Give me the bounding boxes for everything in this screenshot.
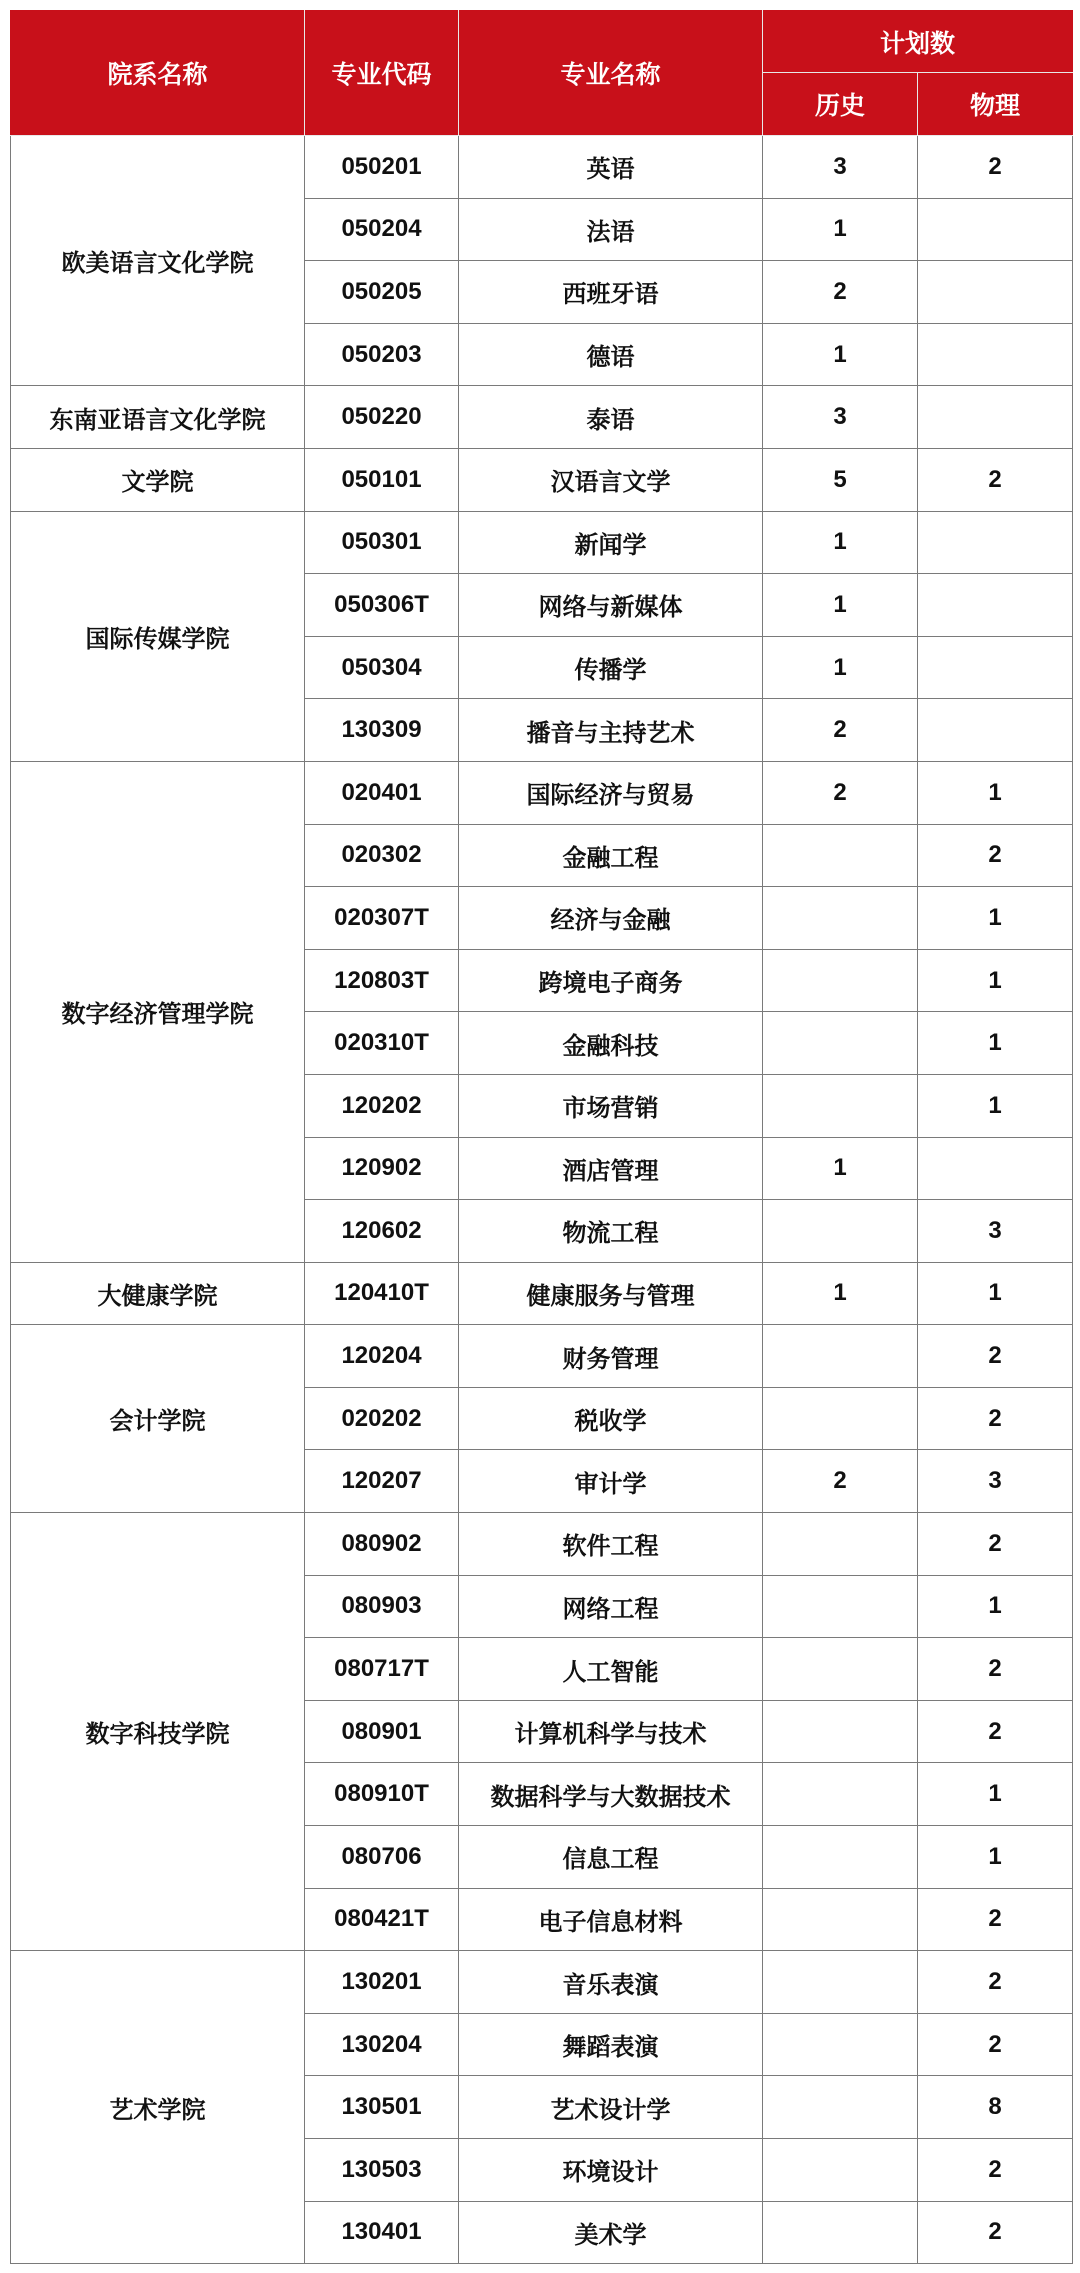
physics-count-cell: 2	[918, 824, 1073, 887]
history-count-cell	[763, 1200, 918, 1263]
history-count-cell: 1	[763, 1137, 918, 1200]
code-cell: 080910T	[305, 1763, 459, 1826]
header-plan: 计划数	[763, 11, 1073, 73]
history-count-cell	[763, 1638, 918, 1701]
code-cell: 050201	[305, 136, 459, 199]
physics-count-cell: 2	[918, 2013, 1073, 2076]
physics-count-cell: 2	[918, 1888, 1073, 1951]
code-cell: 120410T	[305, 1262, 459, 1325]
major-cell: 金融工程	[459, 824, 763, 887]
code-cell: 080717T	[305, 1638, 459, 1701]
history-count-cell	[763, 1763, 918, 1826]
code-cell: 050301	[305, 511, 459, 574]
major-cell: 健康服务与管理	[459, 1262, 763, 1325]
physics-count-cell: 2	[918, 1951, 1073, 2014]
code-cell: 120902	[305, 1137, 459, 1200]
code-cell: 050306T	[305, 574, 459, 637]
major-cell: 信息工程	[459, 1826, 763, 1889]
history-count-cell	[763, 824, 918, 887]
physics-count-cell	[918, 386, 1073, 449]
code-cell: 080706	[305, 1826, 459, 1889]
physics-count-cell	[918, 574, 1073, 637]
physics-count-cell: 2	[918, 2139, 1073, 2202]
code-cell: 120602	[305, 1200, 459, 1263]
major-cell: 音乐表演	[459, 1951, 763, 2014]
code-cell: 080901	[305, 1700, 459, 1763]
history-count-cell: 1	[763, 574, 918, 637]
school-cell: 文学院	[11, 448, 305, 511]
history-count-cell: 2	[763, 761, 918, 824]
physics-count-cell: 8	[918, 2076, 1073, 2139]
major-cell: 数据科学与大数据技术	[459, 1763, 763, 1826]
physics-count-cell: 1	[918, 1012, 1073, 1075]
code-cell: 020310T	[305, 1012, 459, 1075]
school-cell: 会计学院	[11, 1325, 305, 1513]
history-count-cell	[763, 2139, 918, 2202]
physics-count-cell	[918, 699, 1073, 762]
code-cell: 080903	[305, 1575, 459, 1638]
major-cell: 播音与主持艺术	[459, 699, 763, 762]
history-count-cell	[763, 2201, 918, 2264]
major-cell: 金融科技	[459, 1012, 763, 1075]
history-count-cell: 1	[763, 511, 918, 574]
physics-count-cell: 2	[918, 2201, 1073, 2264]
major-cell: 计算机科学与技术	[459, 1700, 763, 1763]
code-cell: 020202	[305, 1387, 459, 1450]
table-row	[11, 511, 1073, 574]
physics-count-cell: 1	[918, 1575, 1073, 1638]
code-cell: 120204	[305, 1325, 459, 1388]
code-cell: 050101	[305, 448, 459, 511]
physics-count-cell: 1	[918, 1826, 1073, 1889]
physics-count-cell: 2	[918, 448, 1073, 511]
history-count-cell: 3	[763, 136, 918, 199]
history-count-cell: 1	[763, 636, 918, 699]
history-count-cell: 2	[763, 699, 918, 762]
major-cell: 网络工程	[459, 1575, 763, 1638]
school-cell: 大健康学院	[11, 1262, 305, 1325]
history-count-cell	[763, 1826, 918, 1889]
header-major: 专业名称	[459, 11, 763, 136]
code-cell: 130501	[305, 2076, 459, 2139]
major-cell: 西班牙语	[459, 261, 763, 324]
header-code: 专业代码	[305, 11, 459, 136]
code-cell: 130503	[305, 2139, 459, 2202]
school-cell: 欧美语言文化学院	[11, 136, 305, 386]
history-count-cell	[763, 2076, 918, 2139]
table-row	[11, 136, 1073, 199]
history-count-cell	[763, 1074, 918, 1137]
history-count-cell: 5	[763, 448, 918, 511]
school-cell: 艺术学院	[11, 1951, 305, 2264]
code-cell: 050304	[305, 636, 459, 699]
history-count-cell: 2	[763, 261, 918, 324]
physics-count-cell	[918, 511, 1073, 574]
physics-count-cell: 2	[918, 1513, 1073, 1576]
code-cell: 050205	[305, 261, 459, 324]
history-count-cell	[763, 1700, 918, 1763]
major-cell: 跨境电子商务	[459, 949, 763, 1012]
major-cell: 物流工程	[459, 1200, 763, 1263]
history-count-cell	[763, 1888, 918, 1951]
major-cell: 软件工程	[459, 1513, 763, 1576]
history-count-cell	[763, 1012, 918, 1075]
physics-count-cell: 1	[918, 1262, 1073, 1325]
history-count-cell: 3	[763, 386, 918, 449]
major-cell: 财务管理	[459, 1325, 763, 1388]
major-cell: 网络与新媒体	[459, 574, 763, 637]
school-cell: 数字科技学院	[11, 1513, 305, 1951]
code-cell: 080421T	[305, 1888, 459, 1951]
enrollment-plan-table	[10, 10, 1073, 2264]
major-cell: 电子信息材料	[459, 1888, 763, 1951]
physics-count-cell: 2	[918, 1387, 1073, 1450]
header-history: 历史	[763, 73, 918, 136]
table-body	[11, 136, 1073, 2264]
major-cell: 人工智能	[459, 1638, 763, 1701]
major-cell: 税收学	[459, 1387, 763, 1450]
physics-count-cell	[918, 323, 1073, 386]
table-row	[11, 1951, 1073, 2014]
history-count-cell	[763, 1951, 918, 2014]
history-count-cell: 2	[763, 1450, 918, 1513]
code-cell: 130309	[305, 699, 459, 762]
physics-count-cell: 1	[918, 949, 1073, 1012]
code-cell: 050204	[305, 198, 459, 261]
physics-count-cell	[918, 636, 1073, 699]
major-cell: 酒店管理	[459, 1137, 763, 1200]
table-header	[11, 11, 1073, 136]
major-cell: 审计学	[459, 1450, 763, 1513]
physics-count-cell	[918, 261, 1073, 324]
history-count-cell	[763, 887, 918, 950]
major-cell: 泰语	[459, 386, 763, 449]
code-cell: 050203	[305, 323, 459, 386]
header-school: 院系名称	[11, 11, 305, 136]
code-cell: 020302	[305, 824, 459, 887]
major-cell: 美术学	[459, 2201, 763, 2264]
physics-count-cell: 3	[918, 1450, 1073, 1513]
header-physics: 物理	[918, 73, 1073, 136]
history-count-cell	[763, 2013, 918, 2076]
code-cell: 130401	[305, 2201, 459, 2264]
code-cell: 130204	[305, 2013, 459, 2076]
history-count-cell	[763, 949, 918, 1012]
code-cell: 050220	[305, 386, 459, 449]
code-cell: 120207	[305, 1450, 459, 1513]
major-cell: 国际经济与贸易	[459, 761, 763, 824]
table-row	[11, 386, 1073, 449]
history-count-cell	[763, 1575, 918, 1638]
physics-count-cell: 2	[918, 1700, 1073, 1763]
major-cell: 法语	[459, 198, 763, 261]
history-count-cell: 1	[763, 1262, 918, 1325]
school-cell: 东南亚语言文化学院	[11, 386, 305, 449]
physics-count-cell	[918, 198, 1073, 261]
code-cell: 080902	[305, 1513, 459, 1576]
history-count-cell	[763, 1513, 918, 1576]
school-cell: 国际传媒学院	[11, 511, 305, 761]
physics-count-cell: 1	[918, 1763, 1073, 1826]
major-cell: 舞蹈表演	[459, 2013, 763, 2076]
header-row-top	[11, 11, 1073, 73]
major-cell: 汉语言文学	[459, 448, 763, 511]
history-count-cell	[763, 1325, 918, 1388]
physics-count-cell: 2	[918, 1325, 1073, 1388]
code-cell: 020401	[305, 761, 459, 824]
code-cell: 120803T	[305, 949, 459, 1012]
major-cell: 英语	[459, 136, 763, 199]
major-cell: 市场营销	[459, 1074, 763, 1137]
physics-count-cell: 1	[918, 761, 1073, 824]
physics-count-cell: 2	[918, 136, 1073, 199]
history-count-cell: 1	[763, 198, 918, 261]
table-row	[11, 1513, 1073, 1576]
physics-count-cell	[918, 1137, 1073, 1200]
major-cell: 传播学	[459, 636, 763, 699]
code-cell: 120202	[305, 1074, 459, 1137]
history-count-cell	[763, 1387, 918, 1450]
physics-count-cell: 1	[918, 887, 1073, 950]
major-cell: 艺术设计学	[459, 2076, 763, 2139]
code-cell: 130201	[305, 1951, 459, 2014]
physics-count-cell: 3	[918, 1200, 1073, 1263]
table-row	[11, 1325, 1073, 1388]
table-row	[11, 448, 1073, 511]
table-row	[11, 1262, 1073, 1325]
history-count-cell: 1	[763, 323, 918, 386]
code-cell: 020307T	[305, 887, 459, 950]
major-cell: 德语	[459, 323, 763, 386]
table-row	[11, 761, 1073, 824]
school-cell: 数字经济管理学院	[11, 761, 305, 1262]
physics-count-cell: 2	[918, 1638, 1073, 1701]
major-cell: 新闻学	[459, 511, 763, 574]
major-cell: 环境设计	[459, 2139, 763, 2202]
major-cell: 经济与金融	[459, 887, 763, 950]
physics-count-cell: 1	[918, 1074, 1073, 1137]
